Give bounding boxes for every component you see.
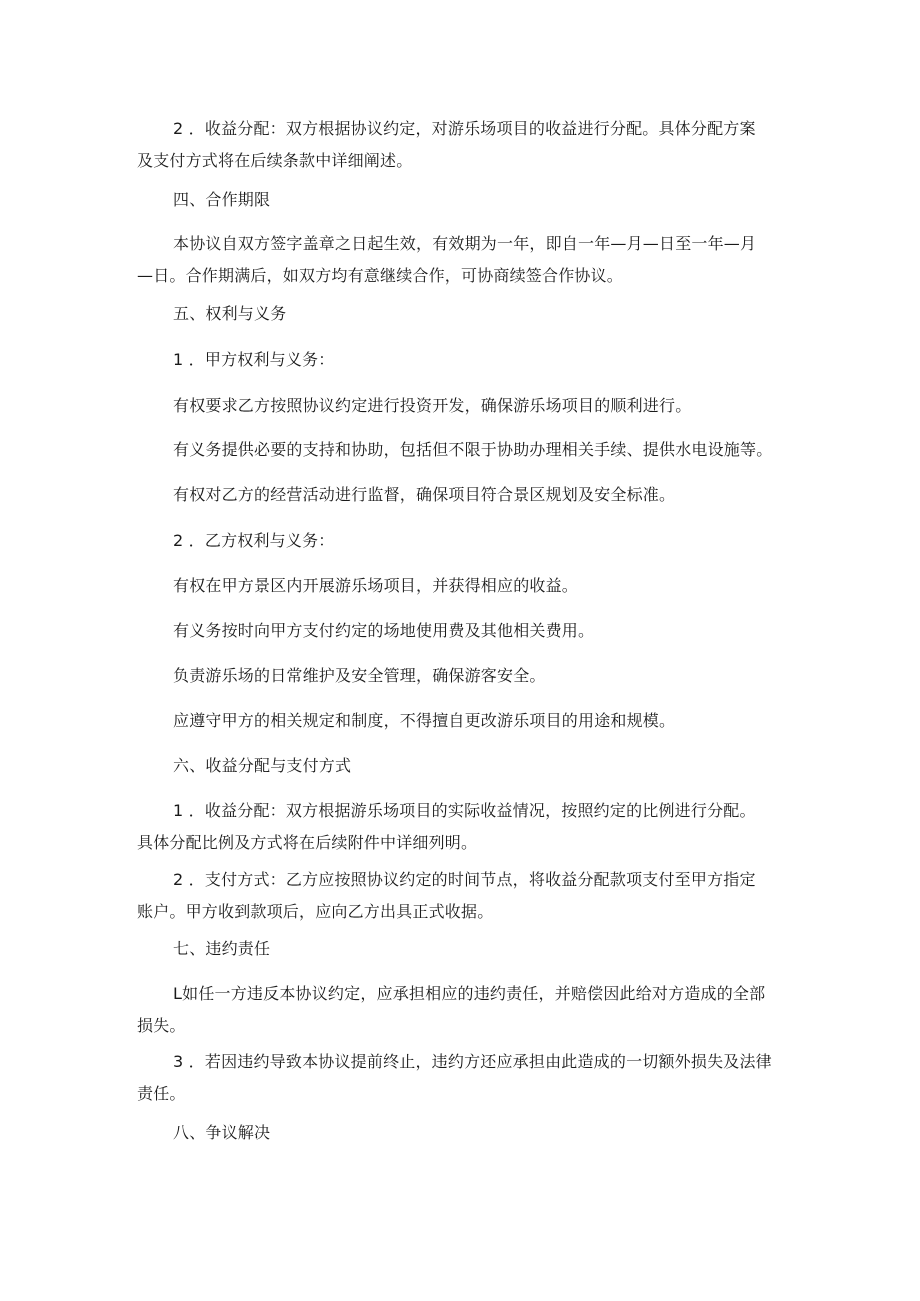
paragraph-party-b-compliance xyxy=(137,705,833,737)
paragraph-revenue-distribution-2 xyxy=(137,795,797,859)
paragraph-party-b-maintenance xyxy=(137,660,833,692)
paragraph-party-a-right-2 xyxy=(137,479,833,511)
text-line: 有义务提供必要的支持和协助，包括但不限于协助办理相关手续、提供水电设施等。 xyxy=(173,440,773,459)
paragraph-revenue-distribution-1 xyxy=(137,113,797,177)
heading-text: 四、合作期限 xyxy=(173,190,271,209)
text-line: 有权对乙方的经营活动进行监督，确保项目符合景区规划及安全标准。 xyxy=(173,485,676,504)
text-line: 应遵守甲方的相关规定和制度，不得擅自更改游乐项目的用途和规模。 xyxy=(173,711,676,730)
text-line: 有权在甲方景区内开展游乐场项目，并获得相应的收益。 xyxy=(173,576,579,595)
subheading-text: 1 ．甲方权利与义务： xyxy=(173,350,335,369)
paragraph-liability-1 xyxy=(137,978,797,1042)
paragraph-cooperation-period xyxy=(137,228,797,292)
paragraph-party-b-right xyxy=(137,570,833,602)
section-heading-rights-obligations xyxy=(137,298,833,330)
subheading-party-a xyxy=(137,344,833,376)
paragraph-party-a-obligation xyxy=(137,434,833,466)
subheading-text: 2 ．乙方权利与义务： xyxy=(173,531,335,550)
heading-text: 七、违约责任 xyxy=(173,939,271,958)
text-line: 负责游乐场的日常维护及安全管理，确保游客安全。 xyxy=(173,666,546,685)
section-heading-liability xyxy=(137,933,833,965)
section-heading-revenue-payment xyxy=(137,750,833,782)
text-line: 及支付方式将在后续条款中详细阐述。 xyxy=(137,151,413,170)
heading-text: 八、争议解决 xyxy=(173,1123,271,1142)
section-heading-cooperation-period xyxy=(137,184,833,216)
subheading-party-b xyxy=(137,525,833,557)
text-line: 2 ．支付方式：乙方应按照协议约定的时间节点，将收益分配款项支付至甲方指定 xyxy=(173,870,756,889)
text-line: 具体分配比例及方式将在后续附件中详细列明。 xyxy=(137,833,478,852)
paragraph-party-a-right-1 xyxy=(137,390,833,422)
section-heading-dispute-resolution xyxy=(137,1117,833,1149)
heading-text: 六、收益分配与支付方式 xyxy=(173,756,352,775)
heading-text: 五、权利与义务 xyxy=(173,304,287,323)
text-line: 3 ．若因违约导致本协议提前终止，违约方还应承担由此造成的一切额外损失及法律 xyxy=(173,1052,772,1071)
text-line: L如任一方违反本协议约定，应承担相应的违约责任，并赔偿因此给对方造成的全部 xyxy=(173,984,766,1003)
text-line: 有义务按时向甲方支付约定的场地使用费及其他相关费用。 xyxy=(173,621,595,640)
text-line: 损失。 xyxy=(137,1016,186,1035)
text-line: —日。合作期满后，如双方均有意继续合作，可协商续签合作协议。 xyxy=(137,266,624,285)
paragraph-party-b-obligation-fees xyxy=(137,615,833,647)
text-line: 1 ．收益分配：双方根据游乐场项目的实际收益情况，按照约定的比例进行分配。 xyxy=(173,801,756,820)
text-line: 有权要求乙方按照协议约定进行投资开发，确保游乐场项目的顺利进行。 xyxy=(173,396,692,415)
text-line: 账户。甲方收到款项后，应向乙方出具正式收据。 xyxy=(137,902,494,921)
text-line: 2 ．收益分配：双方根据协议约定，对游乐场项目的收益进行分配。具体分配方案 xyxy=(173,119,756,138)
text-line: 责任。 xyxy=(137,1084,186,1103)
text-line: 本协议自双方签字盖章之日起生效，有效期为一年，即自一年—月—日至一年—月 xyxy=(173,234,757,253)
paragraph-liability-3 xyxy=(137,1046,797,1110)
paragraph-payment-method xyxy=(137,864,797,928)
